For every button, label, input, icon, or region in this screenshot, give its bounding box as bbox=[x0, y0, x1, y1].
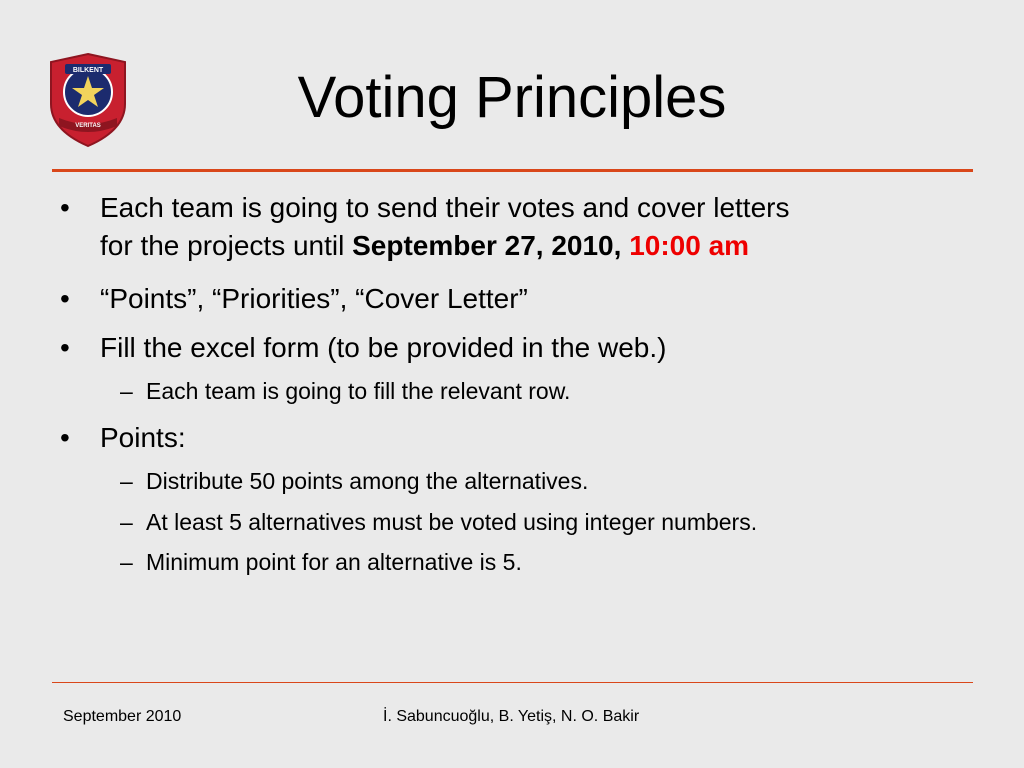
deadline-intro-text: for the projects until bbox=[100, 230, 353, 261]
footer-date: September 2010 bbox=[63, 708, 182, 725]
bullet-text: Points: bbox=[100, 422, 186, 453]
deadline-date: September 27, 2010, bbox=[352, 230, 622, 261]
deadline-time: 10:00 am bbox=[629, 230, 750, 261]
sub-bullet-text: Each team is going to fill the relevant row. bbox=[146, 378, 571, 404]
dash-icon: – bbox=[120, 378, 133, 404]
bullet-text: Fill the excel form (to be provided in the web.) bbox=[100, 332, 667, 363]
logo-text-top: BILKENT bbox=[72, 67, 104, 74]
sub-bullet-text: Minimum point for an alternative is 5. bbox=[146, 549, 522, 575]
bullet-dot-icon: • bbox=[60, 192, 70, 223]
bullet-text-line2 bbox=[100, 228, 749, 263]
sub-bullet-text: At least 5 alternatives must be voted using integer numbers. bbox=[146, 509, 758, 535]
bullet-dot-icon: • bbox=[60, 283, 70, 314]
footer-divider bbox=[52, 682, 973, 683]
dash-icon: – bbox=[120, 468, 133, 494]
bullet-text: “Points”, “Priorities”, “Cover Letter” bbox=[100, 283, 528, 314]
footer-authors: İ. Sabuncuoğlu, B. Yetiş, N. O. Bakir bbox=[383, 708, 640, 725]
logo-text-bottom: VERITAS bbox=[75, 123, 101, 129]
dash-icon: – bbox=[120, 549, 133, 575]
bullet-text-line1: Each team is going to send their votes and cover letters bbox=[100, 192, 790, 223]
bullet-dot-icon: • bbox=[60, 422, 70, 453]
sub-bullet-text: Distribute 50 points among the alternatives. bbox=[146, 468, 589, 494]
bullet-dot-icon: • bbox=[60, 332, 70, 363]
dash-icon: – bbox=[120, 509, 133, 535]
slide-title: Voting Principles bbox=[297, 65, 727, 130]
